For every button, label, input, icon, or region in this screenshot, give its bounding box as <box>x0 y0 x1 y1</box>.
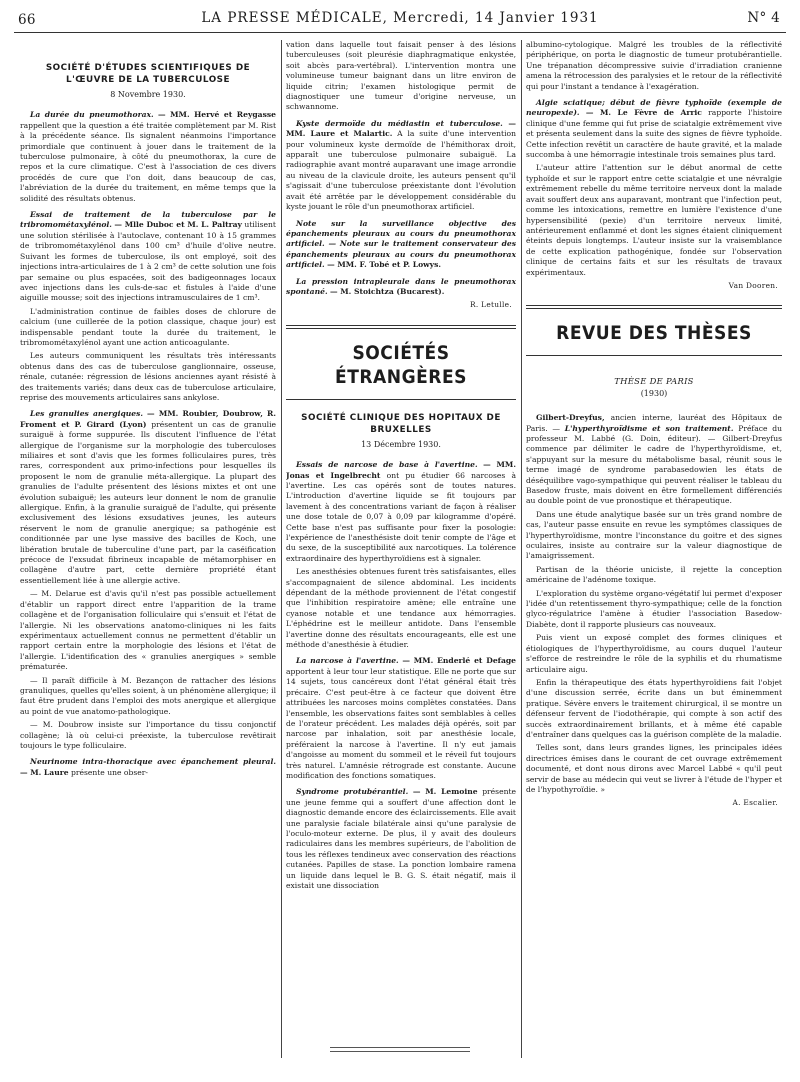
paragraph: L'exploration du système organo-végétatif lui permet d'exposer l'idée d'un retentissement thyro-sympathique; celle de la fonction glyco-régulatrice l'amène à étudier l'association Basedow-Diabète, dont il rapporte plusieurs cas nouveaux. <box>526 588 782 629</box>
paragraph: Les anesthésies obtenues furent très satisfaisantes, elles s'accompagnaient de silence abdominal. Les incidents dépendant de la méthode proviennent de l'état congestif que l'inhibition respiratoire amène; elle entraîne une cyanose notable et une tendance aux hémorragies. L'éphédrine est le meilleur antidote. Dans l'ensemble l'avertine donne des résultats encourageants, elle est une méthode d'anesthésie à étudier. <box>286 567 516 650</box>
article-authors: — M. Le Fèvre de Arric <box>585 108 702 118</box>
section-rule <box>526 308 782 309</box>
footer-rule <box>330 1051 470 1052</box>
article-title: Essai de traitement de la tuberculose par le tribromométaxylénol. <box>20 210 276 230</box>
column-divider <box>281 40 282 1058</box>
article-authors: — Mlle Duboc et M. L. Paltray <box>114 220 242 230</box>
signature: Van Dooren. <box>728 280 778 290</box>
paragraph: Dans une étude analytique basée sur un très grand nombre de cas, l'auteur passe ensuite en revue les symptômes classiques de l'hyperthyroïdisme, montre l'inconstance du goitre et des signes oculaires, insiste au contraire sur la valeur diagnostique de l'amaigrissement. <box>526 509 782 561</box>
article <box>286 787 516 891</box>
article-title: Essais de narcose de base à l'avertine. <box>296 460 478 470</box>
section-rule <box>286 399 516 400</box>
article-body: ont pu étudier 66 narcoses à l'avertine. Les cas opérés sont de toutes natures. L'introduction d'avertine liquide se fit toujours par lavement à des concentrations variant de façon à réaliser une dose totale de 0,07 à 0,09 par kilogramme d'opéré. Cette base n'est pas suffisante pour fixer la posologie: l'expérience de l'anesthésiste doit tenir compte de l'âge et du sexe, de la susceptibilité aux narcotiques. La tolérence extraordinaire des hyperthyroïdiens est à signaler. <box>286 470 516 563</box>
article <box>286 460 516 564</box>
article <box>526 413 782 507</box>
article-authors: — M. Laure <box>20 767 69 777</box>
article-body: A la suite d'une intervention pour volumineux kyste dermoïde de l'hémithorax droit, apparaît une tuberculose pulmonaire subaiguë. La radiographie avant montré auparavant une image arrondie au niveau de la clavicule droite, les auteurs pensent qu'il s'agissait d'une tuberculose préexistante dont l'évolution avait été arrêtée par le développement considérable du kyste jouant le rôle d'un pneumothorax artificiel. <box>286 129 516 212</box>
article-body: Préface du professeur M. Labbé (G. Doin, éditeur). — Gilbert-Dreyfus commence par délimiter le cadre de l'hyperthyroïdisme, et, s'appuyant sur la mesure du métabolisme basal, réunit sous le terme imagé de syndrome parabasedowien les états de déséquilibre vago-sympathique qui peuvent réaliser le tableau du Basedow fruste, mais doivent en être formellement différenciés au double point de vue pronostique et thérapeutique. <box>526 423 782 506</box>
article <box>286 219 516 271</box>
article <box>20 409 276 586</box>
signature: A. Escalier. <box>732 798 778 808</box>
article <box>286 277 516 298</box>
paragraph: Enfin la thérapeutique des états hyperthyroïdiens fait l'objet d'une discussion serrée, écrite dans un but éminemment pratique. Sévère envers le traitement chirurgical, il se montre un défenseur fervent de l'iodothérapie, qui compte à son actif des succès extraordinairement brillants, et à même été capable d'entraîner dans quelques cas la guérison complète de la maladie. <box>526 677 782 739</box>
article-title: Syndrome protubérantiel. <box>296 787 409 797</box>
article-title: Neurinome intra-thoracique avec épanchement pleural. <box>30 757 276 767</box>
column-divider <box>521 40 522 1058</box>
article-title: La narcose à l'avertine. <box>296 656 399 666</box>
article-title: Note sur la surveillance objective des épanchements pleuraux au cours du pneumothorax artificiel. — Note sur le traitement conservateur des épanchements pleuraux au cours du pneumothorax artificiel. <box>286 218 516 270</box>
article-title: Les granulies anergiques. <box>30 409 144 419</box>
article-title: La durée du pneumothorax. <box>30 110 154 120</box>
paragraph: Partisan de la théorie uniciste, il rejette la conception américaine de l'adénome toxique. <box>526 564 782 585</box>
page-number: 66 <box>18 12 36 28</box>
thesis-year: (1930) <box>640 388 668 398</box>
column-3 <box>526 40 782 1074</box>
section-title: REVUE DES THÈSES <box>556 322 752 345</box>
article-title: L'hyperthyroïdisme et son traitement. <box>564 423 734 433</box>
article <box>286 656 516 781</box>
article-authors: — M. Lemoine <box>412 787 478 797</box>
article-title: Kyste dermoïde du médiastin et tuberculose. <box>296 118 503 128</box>
page-header <box>14 8 786 30</box>
article-body: utilisent une solution stérilisée à l'autoclave, contenant 10 à 15 grammes de tribromométaxylénol dans 100 cm³ d'huile d'olive neutre. Suivant les formes de tuberculose, ils ont employé, soit des injections intra-articulaires de 1 à 2 cm³ de cette solution une fois par semaine ou plus espacées, soit des badigeonnages locaux avec injections dans les culs-de-sac et fistules à l'aide d'une aiguille mousse; soit des injections intramusculaires de 1 cm³. <box>20 220 276 303</box>
section-rule <box>286 328 516 329</box>
article-authors: — M. Stoichtza (Bucarest). <box>330 286 445 296</box>
article-body: présente une obser- <box>70 767 148 777</box>
section-heading: SOCIÉTÉ CLINIQUE DES HOPITAUX DE BRUXELLES <box>301 412 501 435</box>
article-body: rapporte l'histoire clinique d'une femme qui fut prise de sciatalgie extrêmement vive et présenta seulement dans la suite des signes de fièvre typhoïde. Cette infection revêtit un caractère de haute gravité, et la malade succomba à une hémorragie intestinale trois semaines plus tard. <box>526 108 782 160</box>
article <box>20 757 276 778</box>
paragraph: L'administration continue de faibles doses de chlorure de calcium (une cuillerée de la potion classique, chaque jour) est indispensable pendant toute la durée du traitement, le tribromométaxylénol ayant une action anticoagulante. <box>20 306 276 347</box>
article-authors: — MM. F. Tobé et P. Lowys. <box>327 260 441 270</box>
paragraph: albumino-cytologique. Malgré les troubles de la réflectivité périphérique, on porta le diagnostic de tumeur protubérantielle. Une trépanation décompressive suivie d'irradiation cranienne amena la rétrocession des paralysies et le retour de la réflectivité qui pour l'instant a tendance à l'exagération. <box>526 40 782 91</box>
paragraph: L'auteur attire l'attention sur le début anormal de cette typhoïde et sur le rapport entre cette sciatalgie et une névralgie extrêmement rebelle du même territoire nerveux dont la malade avait souffert deux ans auparavant, montrant que l'infection peut, comme les intoxications, remettre en lumière l'existence d'une hypersensibilité (pexie) d'un territoire nerveux limité, antérieurement enflammé et dont les signes étaient cliniquement éteints depuis longtemps. L'auteur insiste sur la vraisemblance de cette explication pathogénique, fondée sur l'observation clinique de certains faits et sur les résultats de travaux expérimentaux. <box>526 163 782 277</box>
paragraph: Telles sont, dans leurs grandes lignes, les principales idées directrices émises dans le courant de cet ouvrage extrêmement documenté, et dont nous dirons avec Marcel Labbé « qu'il peut servir de base au médecin qui veut se livrer à l'étude de l'hyper et de l'hypothyroïdie. » <box>526 743 782 794</box>
article-title: La pression intrapleurale dans le pneumothorax spontané. <box>286 276 516 296</box>
signature: R. Letulle. <box>469 300 512 310</box>
journal-title: LA PRESSE MÉDICALE, Mercredi, 14 Janvier 1931 <box>201 10 599 26</box>
article-authors: — MM. Jonas et Ingelbrecht <box>286 460 516 480</box>
header-rule <box>14 32 786 33</box>
article-authors: — MM. Enderlé et Defage <box>402 656 516 666</box>
article-body: présentent un cas de granulie suraiguë à forme suppurée. Ils discutent l'influence de l'état allergique de l'organisme sur la morphologie des tuberculoses miliaires et sont d'avis que les formes folliculaires pures, très rares, correspondent aux primo-infections pour lesquelles ils proposent le nom de granulie méta-allergique. La plupart des granulies de l'adulte présentent des lésions mixtes et ont une évolution subaiguë; les auteurs leur donnent le nom de granulie allergique. Enfin, à la granulie suraiguë de l'adulte, qui présente exclusivement des lésions exsudatives jeunes, les auteurs réservent le nom de granulie anergique; sa pathogénie est conditionnée par une lyse massive des bacilles de Koch, une libération brutale de tuberculine d'une part, par la caséification précoce de l'exsudat fibrineux incapable de métamorphiser en collagène d'autre part, cette dernière propriété étant essentiellement liée à une allergie active. <box>20 419 276 585</box>
column-2 <box>286 40 516 1074</box>
article <box>20 110 276 204</box>
paragraph: Puis vient un exposé complet des formes cliniques et étiologiques de l'hyperthyroïdisme, au cours duquel l'auteur s'efforce de restreindre le rôle de la syphilis et du rhumatisme articulaire aigu. <box>526 633 782 674</box>
article <box>20 210 276 304</box>
column-1 <box>20 40 276 1074</box>
article-body: présente une jeune femme qui a souffert d'une affection dont le diagnostic demande encore des éclaircissements. Elle avait une paralysie faciale bilatérale ainsi qu'une paralysie de l'oculo-moteur externe. De plus, il y avait des douleurs radiculaires dans les membres supérieurs, de l'abolition de tous les réflexes tendineux avec conservation des réactions cutanées. Papilles de stase. La ponction lombaire ramena un liquide dans lequel le B. G. S. était négatif, mais il existait une dissociation <box>286 787 516 890</box>
article-body: apportent à leur tour leur statistique. Elle ne porte que sur 14 sujets, tous cancéreux dont l'état général était très précaire. C'est peut-être à ce facteur que doivent être attribuées les narcoses moins complètes constatées. Dans l'ensemble, les observations faites sont semblables à celles de l'orateur précédent. Les malades déjà opérés, soit par narcose par inhalation, soit par anesthésie locale, préféraient la narcose à l'avertine. Il n'y eut jamais d'angoisse au moment du sommeil et le réveil fut toujours très naturel. L'amnésie rétrograde est constante. Aucune modification des fonctions somatiques. <box>286 666 516 780</box>
section-heading: SOCIÉTÉ D'ÉTUDES SCIENTIFIQUES DE L'ŒUVRE DE LA TUBERCULOSE <box>45 63 251 85</box>
section-rule <box>286 325 516 326</box>
article-authors: Gilbert-Dreyfus, <box>536 413 605 423</box>
article <box>286 119 516 213</box>
session-date: 13 Décembre 1930. <box>361 439 441 449</box>
paragraph: — M. Delarue est d'avis qu'il n'est pas possible actuellement d'établir un rapport direct entre l'apparition de la trame collagène et de l'organisation folliculaire qui s'ensuit et l'état de l'allergie. Ni les observations anatomo-cliniques ni les faits expérimentaux actuellement connus ne permettent d'établir un rapport certain entre la morphologie des lésions et l'état de l'allergie. L'identification des « granulies anergiques » semble prématurée. <box>20 589 276 672</box>
article-authors: — MM. Hervé et Reygasse <box>158 110 276 120</box>
article <box>526 98 782 160</box>
section-rule <box>526 305 782 306</box>
session-date: 8 Novembre 1930. <box>110 90 186 99</box>
article-intro: ancien interne, lauréat des Hôpitaux de Paris. — <box>526 413 782 433</box>
article-authors: — MM. Roubier, Doubrow, R. Froment et P. Girard (Lyon) <box>20 409 276 429</box>
section-rule <box>526 355 782 356</box>
paragraph: Les auteurs communiquent les résultats très intéressants obtenus dans des cas de tuberculose ganglionnaire, osseuse, rénale, cutanée: régression de lésions anciennes ayant résisté à des traitements variés; dans deux cas de tuberculose articulaire, reprise des mouvements articulaires sans ankylose. <box>20 351 276 402</box>
issue-number: N° 4 <box>747 10 780 26</box>
paragraph: vation dans laquelle tout faisait penser à des lésions tuberculeuses (soit pleurésie diaphragmatique enkystée, soit abcès para-vertébral). L'intervention montra une volumineuse tumeur baignant dans un litre environ de liquide citrin; l'examen histologique permit de diagnostiquer une tumeur d'origine nerveuse, un schwannome. <box>286 40 516 112</box>
paragraph: — Il paraît difficile à M. Bezançon de rattacher des lésions granuliques, quelles qu'elles soient, à un phénomène allergique; il faut être prudent dans l'emploi des mots anergique et allergique au point de vue anatomo-pathologique. <box>20 675 276 716</box>
thesis-heading: THÈSE DE PARIS <box>614 376 694 387</box>
article-title: Algie sciatique; début de fièvre typhoïde (exemple de neuropexie). <box>526 98 782 118</box>
article-body: rappellent que la question a été traitée complètement par M. Rist à la précédente séance. Ils signalent néanmoins l'importance primordiale que continuent à jouer dans le traitement de la tuberculose pulmonaire, à côté du pneumothorax, la cure de repos et la cure climatique. C'est à l'association de ces divers procédés de cure que l'on doit, dans beaucoup de cas, l'abréviation de la durée du traitement, en même temps que la solidité des résultats obtenus. <box>20 120 276 203</box>
article-authors: — MM. Laure et Malartic. <box>286 118 516 139</box>
section-title: SOCIÉTÉS ÉTRANGÈRES <box>335 341 467 388</box>
footer-rule <box>330 1047 470 1048</box>
paragraph: — M. Doubrow insiste sur l'importance du tissu conjonctif collagène; là où celui-ci préexiste, la tuberculose revêtirait toujours le type folliculaire. <box>20 720 276 750</box>
